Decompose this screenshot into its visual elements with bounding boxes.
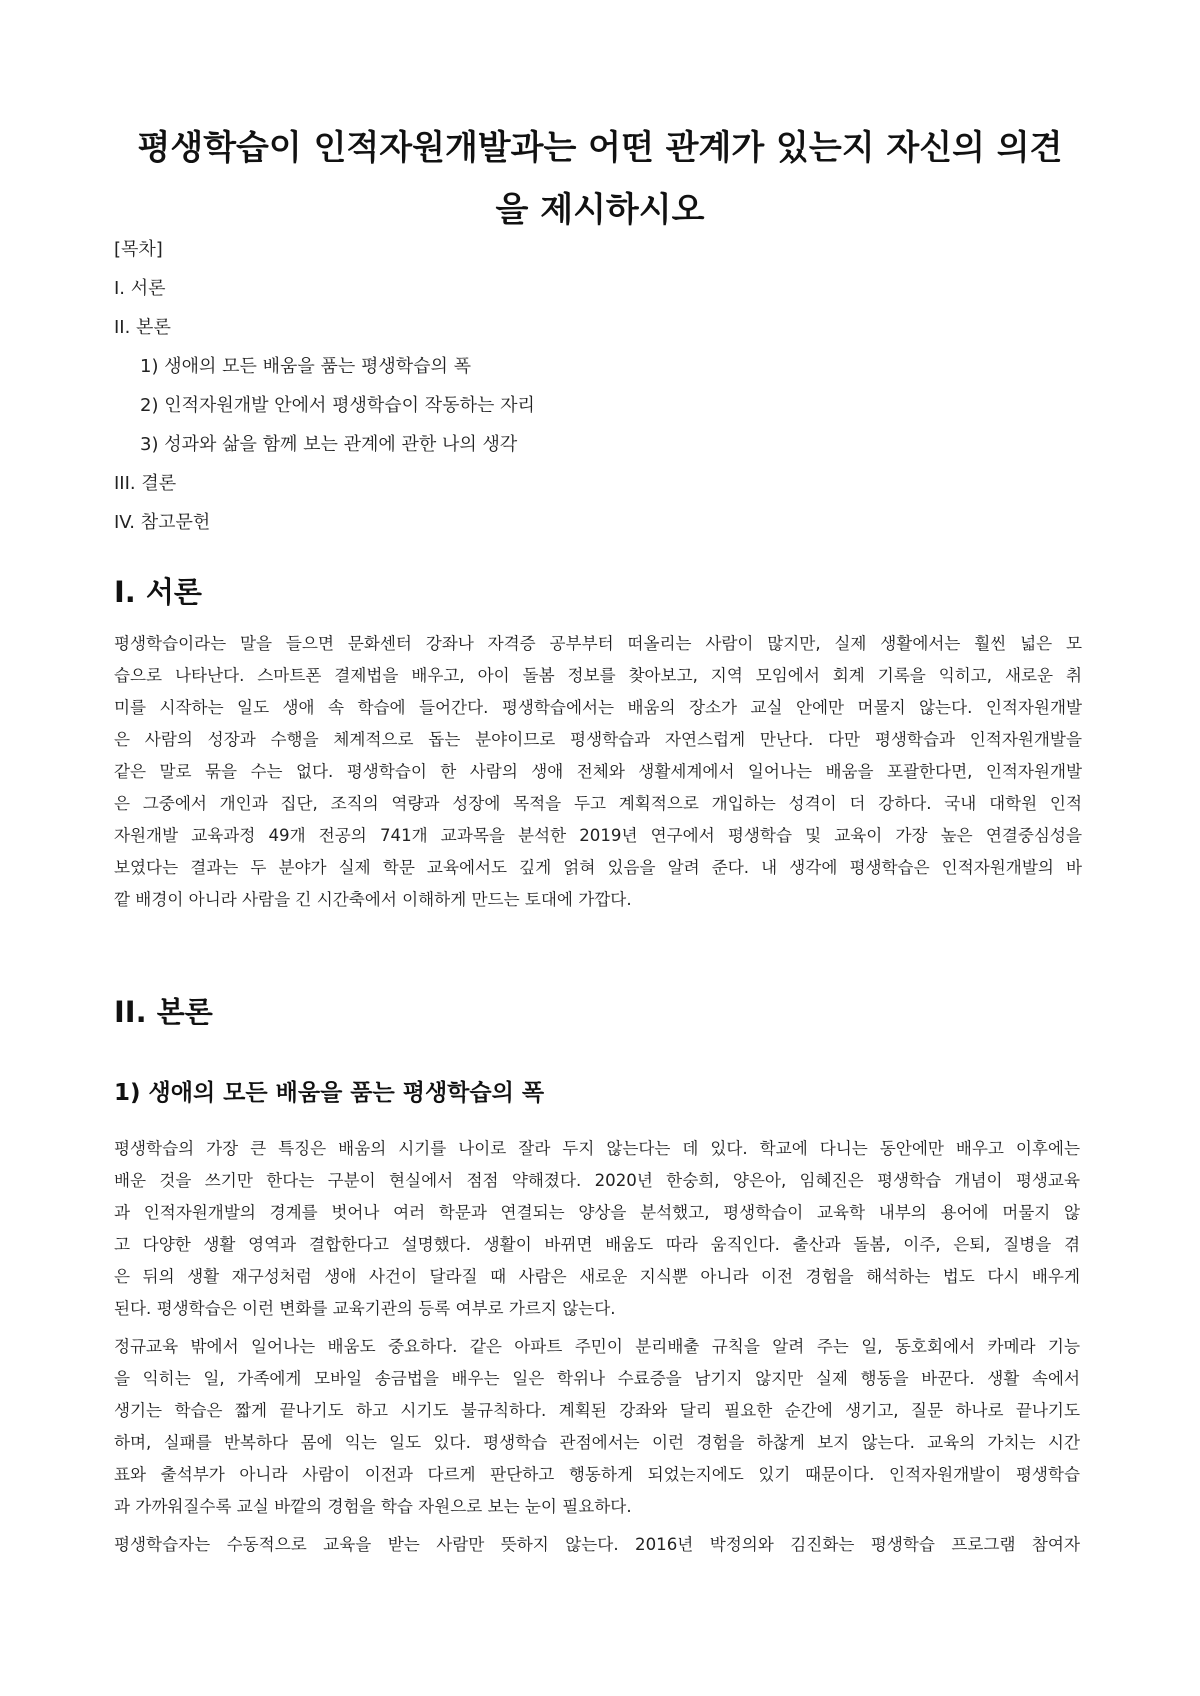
paragraph-line: 같은 말로 묶을 수는 없다. 평생학습이 한 사람의 생애 전체와 생활세계에서 일어나는 배움을 포괄한다면, 인적자원개발 — [114, 762, 1082, 781]
toc-item-intro: I. 서론 — [114, 278, 166, 299]
toc-item-body: II. 본론 — [114, 317, 171, 338]
paragraph-line: 과 인적자원개발의 경계를 벗어나 여러 학문과 연결되는 양상을 분석했고, 평생학습이 교육학 내부의 용어에 머물지 않 — [114, 1203, 1080, 1222]
intro-paragraph — [114, 628, 1082, 916]
paragraph-line: 은 뒤의 생활 재구성처럼 생애 사건이 달라질 때 사람은 새로운 지식뿐 아니라 이전 경험을 해석하는 법도 다시 배우게 — [114, 1267, 1080, 1286]
paragraph-line: 평생학습의 가장 큰 특징은 배움의 시기를 나이로 잘라 두지 않는다는 데 있다. 학교에 다니는 동안에만 배우고 이후에는 — [114, 1139, 1080, 1158]
toc-item-body-2: 2) 인적자원개발 안에서 평생학습이 작동하는 자리 — [140, 395, 535, 416]
paragraph-line: 고 다양한 생활 영역과 결합한다고 설명했다. 생활이 바뀌면 배움도 따라 움직인다. 출산과 돌봄, 이주, 은퇴, 질병을 겪 — [114, 1235, 1080, 1254]
paragraph-line: 습으로 나타난다. 스마트폰 결제법을 배우고, 아이 돌봄 정보를 찾아보고, 지역 모임에서 회계 기록을 익히고, 새로운 취 — [114, 666, 1082, 685]
paragraph-line: 정규교육 밖에서 일어나는 배움도 중요하다. 같은 아파트 주민이 분리배출 규칙을 알려 주는 일, 동호회에서 카메라 기능 — [114, 1337, 1080, 1356]
paragraph-line: 배운 것을 쓰기만 한다는 구분이 현실에서 점점 약해졌다. 2020년 한숭희, 양은아, 임혜진은 평생학습 개념이 평생교육 — [114, 1171, 1080, 1190]
paragraph-line: 보였다는 결과는 두 분야가 실제 학문 교육에서도 깊게 얽혀 있음을 알려 준다. 내 생각에 평생학습은 인적자원개발의 바 — [114, 858, 1082, 877]
paragraph-line: 과 가까워질수록 교실 바깥의 경험을 학습 자원으로 보는 눈이 필요하다. — [114, 1497, 632, 1516]
subsection-heading-1: 1) 생애의 모든 배움을 품는 평생학습의 폭 — [114, 1080, 545, 1106]
toc-item-body-3: 3) 성과와 삶을 함께 보는 관계에 관한 나의 생각 — [140, 434, 518, 455]
paragraph-line: 깥 배경이 아니라 사람을 긴 시간축에서 이해하게 만드는 토대에 가깝다. — [114, 890, 632, 909]
paragraph-line: 자원개발 교육과정 49개 전공의 741개 교과목을 분석한 2019년 연구에서 평생학습 및 교육이 가장 높은 연결중심성을 — [114, 826, 1082, 845]
paragraph-line: 하며, 실패를 반복하다 몸에 익는 일도 있다. 평생학습 관점에서는 이런 경험을 하찮게 보지 않는다. 교육의 가치는 시간 — [114, 1433, 1080, 1452]
body-paragraph-2 — [114, 1331, 1080, 1523]
toc-item-conclusion: III. 결론 — [114, 473, 177, 494]
paragraph-line: 은 그중에서 개인과 집단, 조직의 역량과 성장에 목적을 두고 계획적으로 개입하는 성격이 더 강하다. 국내 대학원 인적 — [114, 794, 1082, 813]
document-title-line-2: 을 제시하시오 — [495, 190, 705, 230]
body-paragraph-1 — [114, 1133, 1080, 1325]
paragraph-line: 평생학습자는 수동적으로 교육을 받는 사람만 뜻하지 않는다. 2016년 박정의와 김진화는 평생학습 프로그램 참여자 — [114, 1535, 1080, 1554]
section-heading-intro: I. 서론 — [114, 575, 202, 609]
document-title-line-1: 평생학습이 인적자원개발과는 어떤 관계가 있는지 자신의 의견 — [137, 128, 1063, 168]
toc-heading: [목차] — [114, 239, 163, 260]
toc-item-references: IV. 참고문헌 — [114, 512, 211, 533]
paragraph-line: 생기는 학습은 짧게 끝나기도 하고 시기도 불규칙하다. 계획된 강좌와 달리 필요한 순간에 생기고, 질문 하나로 끝나기도 — [114, 1401, 1080, 1420]
document-title — [100, 117, 1100, 241]
body-paragraph-3 — [114, 1529, 1080, 1561]
paragraph-line: 미를 시작하는 일도 생애 속 학습에 들어간다. 평생학습에서는 배움의 장소가 교실 안에만 머물지 않는다. 인적자원개발 — [114, 698, 1082, 717]
toc-item-body-1: 1) 생애의 모든 배움을 품는 평생학습의 폭 — [140, 356, 472, 377]
paragraph-line: 된다. 평생학습은 이런 변화를 교육기관의 등록 여부로 가르지 않는다. — [114, 1299, 616, 1318]
paragraph-line: 은 사람의 성장과 수행을 체계적으로 돕는 분야이므로 평생학습과 자연스럽게 만난다. 다만 평생학습과 인적자원개발을 — [114, 730, 1082, 749]
paragraph-line: 을 익히는 일, 가족에게 모바일 송금법을 배우는 일은 학위나 수료증을 남기지 않지만 실제 행동을 바꾼다. 생활 속에서 — [114, 1369, 1080, 1388]
paragraph-line: 표와 출석부가 아니라 사람이 이전과 다르게 판단하고 행동하게 되었는지에도 있기 때문이다. 인적자원개발이 평생학습 — [114, 1465, 1080, 1484]
section-heading-body: II. 본론 — [114, 995, 213, 1029]
paragraph-line: 평생학습이라는 말을 들으면 문화센터 강좌나 자격증 공부부터 떠올리는 사람이 많지만, 실제 생활에서는 훨씬 넓은 모 — [114, 634, 1082, 653]
